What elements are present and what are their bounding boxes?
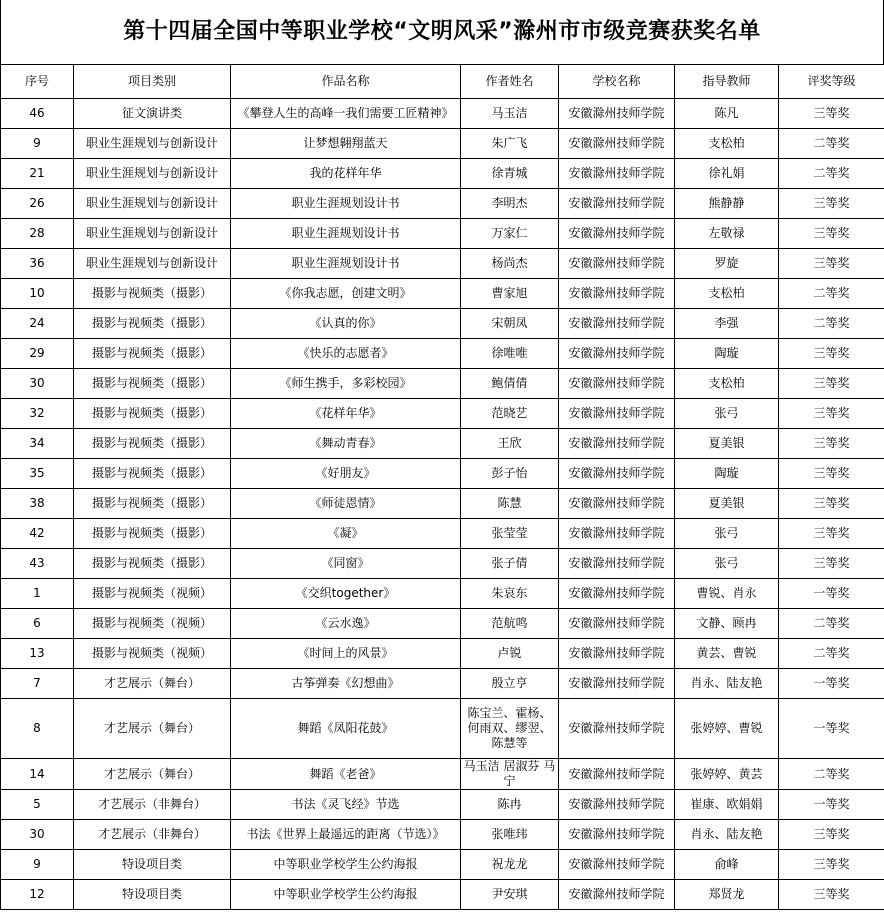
cell-category: 摄影与视频类（摄影） [74, 339, 231, 369]
cell-teacher: 罗旋 [675, 249, 779, 279]
cell-award-level: 三等奖 [779, 489, 884, 519]
cell-teacher: 肖永、陆友艳 [675, 669, 779, 699]
cell-index: 14 [1, 759, 74, 790]
table-row [1, 850, 884, 880]
cell-work-title: 《师生携手，多彩校园》 [231, 369, 461, 399]
cell-teacher: 李强 [675, 309, 779, 339]
cell-category: 摄影与视频类（摄影） [74, 489, 231, 519]
cell-teacher: 夏美银 [675, 429, 779, 459]
cell-teacher: 支松柏 [675, 279, 779, 309]
table-row [1, 880, 884, 910]
cell-index: 9 [1, 850, 74, 880]
cell-author: 鲍倩倩 [461, 369, 559, 399]
cell-index: 12 [1, 880, 74, 910]
cell-award-level: 三等奖 [779, 249, 884, 279]
header-award-level: 评奖等级 [779, 65, 884, 99]
table-row [1, 790, 884, 820]
table-row [1, 219, 884, 249]
cell-work-title: 《时间上的风景》 [231, 639, 461, 669]
cell-school: 安徽滁州技师学院 [559, 609, 675, 639]
cell-work-title: 舞蹈《凤阳花鼓》 [231, 699, 461, 759]
cell-teacher: 左敬禄 [675, 219, 779, 249]
cell-category: 摄影与视频类（摄影） [74, 519, 231, 549]
table-row [1, 189, 884, 219]
cell-award-level: 三等奖 [779, 219, 884, 249]
cell-author: 徐唯唯 [461, 339, 559, 369]
cell-work-title: 《同窗》 [231, 549, 461, 579]
table-row [1, 759, 884, 790]
cell-index: 5 [1, 790, 74, 820]
cell-author: 张子倩 [461, 549, 559, 579]
cell-award-level: 三等奖 [779, 820, 884, 850]
header-author: 作者姓名 [461, 65, 559, 99]
cell-author: 马玉洁 [461, 99, 559, 129]
cell-school: 安徽滁州技师学院 [559, 489, 675, 519]
cell-teacher: 张婷婷、黄芸 [675, 759, 779, 790]
cell-index: 42 [1, 519, 74, 549]
table-row [1, 399, 884, 429]
cell-teacher: 张弓 [675, 399, 779, 429]
cell-category: 摄影与视频类（摄影） [74, 279, 231, 309]
cell-school: 安徽滁州技师学院 [559, 399, 675, 429]
cell-author: 朱哀东 [461, 579, 559, 609]
cell-work-title: 舞蹈《老爸》 [231, 759, 461, 790]
cell-work-title: 《云水逸》 [231, 609, 461, 639]
cell-award-level: 一等奖 [779, 699, 884, 759]
cell-work-title: 中等职业学校学生公约海报 [231, 880, 461, 910]
cell-work-title: 《交织together》 [231, 579, 461, 609]
cell-work-title: 《好朋友》 [231, 459, 461, 489]
cell-award-level: 三等奖 [779, 99, 884, 129]
cell-award-level: 一等奖 [779, 669, 884, 699]
cell-author: 马玉洁 居淑芬 马宁 [461, 759, 559, 790]
cell-school: 安徽滁州技师学院 [559, 519, 675, 549]
cell-teacher: 张弓 [675, 549, 779, 579]
table-header-row [1, 65, 884, 99]
award-table [0, 64, 884, 910]
cell-school: 安徽滁州技师学院 [559, 850, 675, 880]
cell-index: 24 [1, 309, 74, 339]
cell-teacher: 黄芸、曹锐 [675, 639, 779, 669]
cell-teacher: 陶璇 [675, 339, 779, 369]
cell-category: 才艺展示（舞台） [74, 699, 231, 759]
cell-author: 李明杰 [461, 189, 559, 219]
cell-author: 卢锐 [461, 639, 559, 669]
cell-category: 职业生涯规划与创新设计 [74, 159, 231, 189]
table-row [1, 159, 884, 189]
cell-category: 才艺展示（舞台） [74, 669, 231, 699]
cell-category: 职业生涯规划与创新设计 [74, 129, 231, 159]
cell-award-level: 一等奖 [779, 579, 884, 609]
cell-award-level: 二等奖 [779, 159, 884, 189]
cell-award-level: 三等奖 [779, 519, 884, 549]
header-teacher: 指导教师 [675, 65, 779, 99]
cell-teacher: 夏美银 [675, 489, 779, 519]
cell-work-title: 我的花样年华 [231, 159, 461, 189]
cell-author: 王欣 [461, 429, 559, 459]
cell-teacher: 熊静静 [675, 189, 779, 219]
cell-work-title: 书法《世界上最遥远的距离（节选）》 [231, 820, 461, 850]
cell-category: 职业生涯规划与创新设计 [74, 249, 231, 279]
cell-index: 10 [1, 279, 74, 309]
cell-author: 杨尚杰 [461, 249, 559, 279]
cell-author: 张莹莹 [461, 519, 559, 549]
header-index: 序号 [1, 65, 74, 99]
header-school: 学校名称 [559, 65, 675, 99]
table-row [1, 339, 884, 369]
cell-award-level: 三等奖 [779, 399, 884, 429]
cell-school: 安徽滁州技师学院 [559, 339, 675, 369]
cell-work-title: 古筝弹奏《幻想曲》 [231, 669, 461, 699]
cell-author: 曹家旭 [461, 279, 559, 309]
table-row [1, 609, 884, 639]
cell-award-level: 二等奖 [779, 129, 884, 159]
cell-school: 安徽滁州技师学院 [559, 699, 675, 759]
cell-school: 安徽滁州技师学院 [559, 759, 675, 790]
cell-category: 摄影与视频类（摄影） [74, 459, 231, 489]
cell-index: 30 [1, 369, 74, 399]
table-row [1, 699, 884, 759]
cell-category: 摄影与视频类（视频） [74, 639, 231, 669]
cell-work-title: 书法《灵飞经》节选 [231, 790, 461, 820]
cell-work-title: 职业生涯规划设计书 [231, 219, 461, 249]
cell-author: 陈宝兰、霍杨、何雨双、缪翌、陈慧等 [461, 699, 559, 759]
cell-school: 安徽滁州技师学院 [559, 129, 675, 159]
cell-teacher: 徐礼娟 [675, 159, 779, 189]
cell-index: 36 [1, 249, 74, 279]
cell-school: 安徽滁州技师学院 [559, 189, 675, 219]
table-row [1, 519, 884, 549]
cell-award-level: 三等奖 [779, 369, 884, 399]
table-row [1, 820, 884, 850]
cell-teacher: 陶璇 [675, 459, 779, 489]
cell-school: 安徽滁州技师学院 [559, 249, 675, 279]
cell-award-level: 二等奖 [779, 309, 884, 339]
cell-school: 安徽滁州技师学院 [559, 459, 675, 489]
table-row [1, 249, 884, 279]
cell-index: 30 [1, 820, 74, 850]
cell-index: 32 [1, 399, 74, 429]
table-row [1, 429, 884, 459]
table-row [1, 99, 884, 129]
cell-index: 6 [1, 609, 74, 639]
cell-author: 陈慧 [461, 489, 559, 519]
cell-index: 9 [1, 129, 74, 159]
cell-work-title: 《认真的你》 [231, 309, 461, 339]
cell-school: 安徽滁州技师学院 [559, 369, 675, 399]
cell-category: 摄影与视频类（摄影） [74, 309, 231, 339]
cell-school: 安徽滁州技师学院 [559, 429, 675, 459]
cell-award-level: 三等奖 [779, 850, 884, 880]
cell-school: 安徽滁州技师学院 [559, 790, 675, 820]
cell-index: 7 [1, 669, 74, 699]
cell-category: 才艺展示（非舞台） [74, 820, 231, 850]
document-title: 第十四届全国中等职业学校“文明风采”滁州市市级竞赛获奖名单 [0, 0, 884, 64]
cell-category: 特设项目类 [74, 880, 231, 910]
cell-school: 安徽滁州技师学院 [559, 880, 675, 910]
cell-work-title: 《舞动青春》 [231, 429, 461, 459]
cell-school: 安徽滁州技师学院 [559, 219, 675, 249]
cell-work-title: 中等职业学校学生公约海报 [231, 850, 461, 880]
cell-teacher: 俞峰 [675, 850, 779, 880]
cell-work-title: 职业生涯规划设计书 [231, 249, 461, 279]
cell-author: 尹安琪 [461, 880, 559, 910]
cell-index: 35 [1, 459, 74, 489]
table-row [1, 639, 884, 669]
cell-work-title: 让梦想翱翔蓝天 [231, 129, 461, 159]
cell-index: 26 [1, 189, 74, 219]
cell-teacher: 支松柏 [675, 129, 779, 159]
cell-category: 才艺展示（非舞台） [74, 790, 231, 820]
cell-category: 摄影与视频类（摄影） [74, 399, 231, 429]
cell-author: 彭子怡 [461, 459, 559, 489]
cell-author: 张唯玮 [461, 820, 559, 850]
table-row [1, 459, 884, 489]
cell-award-level: 二等奖 [779, 759, 884, 790]
cell-index: 34 [1, 429, 74, 459]
table-row [1, 549, 884, 579]
cell-teacher: 张婷婷、曹锐 [675, 699, 779, 759]
cell-school: 安徽滁州技师学院 [559, 279, 675, 309]
cell-award-level: 二等奖 [779, 279, 884, 309]
cell-category: 摄影与视频类（摄影） [74, 549, 231, 579]
cell-index: 38 [1, 489, 74, 519]
cell-award-level: 二等奖 [779, 609, 884, 639]
cell-category: 摄影与视频类（视频） [74, 609, 231, 639]
cell-index: 29 [1, 339, 74, 369]
cell-award-level: 三等奖 [779, 339, 884, 369]
cell-teacher: 文静、顾冉 [675, 609, 779, 639]
table-row [1, 489, 884, 519]
cell-teacher: 曹锐、肖永 [675, 579, 779, 609]
cell-work-title: 职业生涯规划设计书 [231, 189, 461, 219]
cell-index: 13 [1, 639, 74, 669]
table-row [1, 279, 884, 309]
cell-author: 万家仁 [461, 219, 559, 249]
cell-school: 安徽滁州技师学院 [559, 639, 675, 669]
header-category: 项目类别 [74, 65, 231, 99]
cell-author: 徐青城 [461, 159, 559, 189]
cell-author: 宋朝凤 [461, 309, 559, 339]
header-work-title: 作品名称 [231, 65, 461, 99]
cell-school: 安徽滁州技师学院 [559, 579, 675, 609]
cell-school: 安徽滁州技师学院 [559, 669, 675, 699]
cell-work-title: 《快乐的志愿者》 [231, 339, 461, 369]
table-row [1, 369, 884, 399]
table-row [1, 579, 884, 609]
table-row [1, 309, 884, 339]
cell-school: 安徽滁州技师学院 [559, 309, 675, 339]
cell-teacher: 陈凡 [675, 99, 779, 129]
cell-author: 范晓艺 [461, 399, 559, 429]
cell-author: 祝龙龙 [461, 850, 559, 880]
cell-award-level: 一等奖 [779, 790, 884, 820]
cell-index: 43 [1, 549, 74, 579]
cell-category: 摄影与视频类（摄影） [74, 429, 231, 459]
cell-category: 特设项目类 [74, 850, 231, 880]
cell-award-level: 三等奖 [779, 189, 884, 219]
cell-index: 8 [1, 699, 74, 759]
cell-index: 21 [1, 159, 74, 189]
cell-index: 46 [1, 99, 74, 129]
cell-teacher: 张弓 [675, 519, 779, 549]
cell-category: 摄影与视频类（视频） [74, 579, 231, 609]
cell-category: 才艺展示（舞台） [74, 759, 231, 790]
cell-author: 朱广飞 [461, 129, 559, 159]
cell-author: 殷立亨 [461, 669, 559, 699]
table-row [1, 669, 884, 699]
cell-work-title: 《花样年华》 [231, 399, 461, 429]
cell-work-title: 《凝》 [231, 519, 461, 549]
cell-category: 征文演讲类 [74, 99, 231, 129]
cell-school: 安徽滁州技师学院 [559, 820, 675, 850]
cell-work-title: 《你我志愿，创建文明》 [231, 279, 461, 309]
cell-teacher: 郑贤龙 [675, 880, 779, 910]
cell-award-level: 三等奖 [779, 429, 884, 459]
cell-index: 1 [1, 579, 74, 609]
cell-index: 28 [1, 219, 74, 249]
cell-category: 摄影与视频类（摄影） [74, 369, 231, 399]
cell-category: 职业生涯规划与创新设计 [74, 189, 231, 219]
cell-award-level: 三等奖 [779, 549, 884, 579]
table-row [1, 129, 884, 159]
cell-author: 范航鸣 [461, 609, 559, 639]
cell-work-title: 《师徒恩情》 [231, 489, 461, 519]
cell-school: 安徽滁州技师学院 [559, 159, 675, 189]
cell-teacher: 支松柏 [675, 369, 779, 399]
cell-work-title: 《攀登人生的高峰一我们需要工匠精神》 [231, 99, 461, 129]
cell-school: 安徽滁州技师学院 [559, 549, 675, 579]
cell-teacher: 崔康、欧娟娟 [675, 790, 779, 820]
cell-award-level: 三等奖 [779, 880, 884, 910]
cell-award-level: 三等奖 [779, 459, 884, 489]
cell-teacher: 肖永、陆友艳 [675, 820, 779, 850]
cell-category: 职业生涯规划与创新设计 [74, 219, 231, 249]
cell-author: 陈冉 [461, 790, 559, 820]
cell-school: 安徽滁州技师学院 [559, 99, 675, 129]
cell-award-level: 二等奖 [779, 639, 884, 669]
